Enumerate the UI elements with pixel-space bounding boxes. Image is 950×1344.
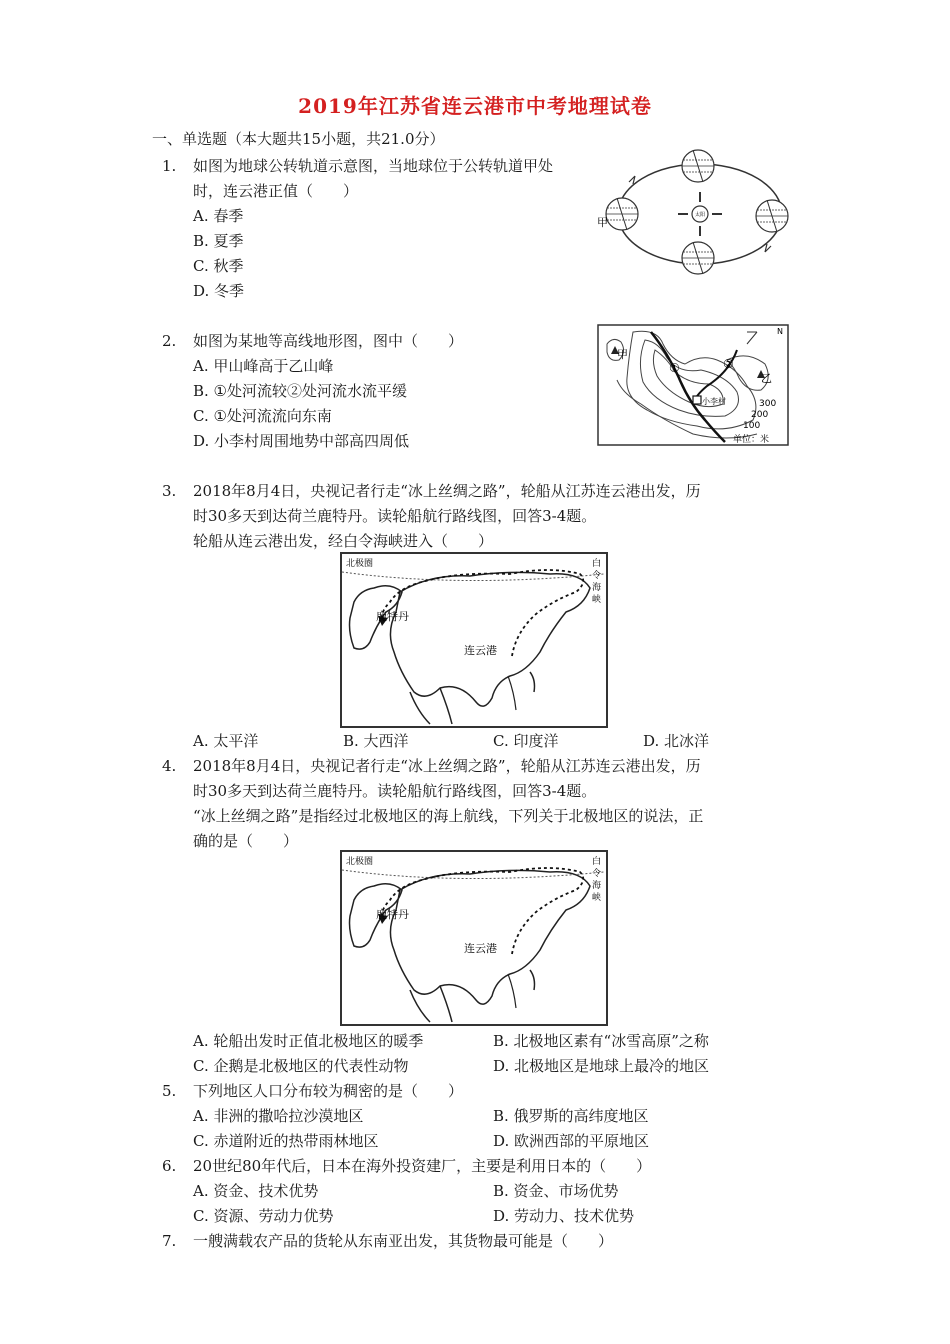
svg-text:峡: 峡 <box>592 893 602 903</box>
svg-text:300: 300 <box>759 399 777 409</box>
option-a[interactable]: A. 资金、技术优势 <box>193 1182 319 1200</box>
option-a[interactable]: A. 太平洋 <box>193 732 259 750</box>
option-b[interactable]: B. 大西洋 <box>343 732 409 750</box>
question-stem: 2018年8月4日，央视记者行走“冰上丝绸之路”，轮船从江苏连云港出发，历 <box>193 482 701 500</box>
contour-map-figure <box>597 324 789 446</box>
option-d[interactable]: D. 冬季 <box>193 282 245 300</box>
svg-text:鹿特丹: 鹿特丹 <box>376 610 409 623</box>
earth-icon <box>606 198 638 230</box>
option-a[interactable]: A. 甲山峰高于乙山峰 <box>193 357 334 375</box>
option-d[interactable]: D. 劳动力、技术优势 <box>493 1207 635 1225</box>
svg-text:单位：米: 单位：米 <box>733 435 770 445</box>
svg-text:200: 200 <box>751 410 769 420</box>
question-number: 4. <box>162 757 177 775</box>
page-title: 2019年江苏省连云港市中考地理试卷 <box>298 94 652 118</box>
question-number: 3. <box>162 482 177 500</box>
svg-text:乙: 乙 <box>761 372 772 385</box>
option-d[interactable]: D. 小李村周围地势中部高四周低 <box>193 432 410 450</box>
option-b[interactable]: B. 资金、市场优势 <box>493 1182 619 1200</box>
question-stem: 下列地区人口分布较为稠密的是（ ） <box>193 1082 464 1100</box>
sun-icon <box>678 192 722 236</box>
section-heading: 一、单选题（本大题共15小题，共21.0分） <box>152 130 445 148</box>
option-d[interactable]: D. 北冰洋 <box>643 732 710 750</box>
svg-text:北极圈: 北极圈 <box>346 857 374 867</box>
svg-text:连云港: 连云港 <box>464 644 497 657</box>
question-stem: 时30多天到达荷兰鹿特丹。读轮船航行路线图，回答3-4题。 <box>193 507 597 525</box>
question-stem: 轮船从连云港出发，经白令海峡进入（ ） <box>193 532 494 550</box>
question-stem: 如图为某地等高线地形图，图中（ ） <box>193 332 464 350</box>
earth-icon <box>682 242 714 274</box>
svg-text:①: ① <box>669 361 680 375</box>
option-a[interactable]: A. 轮船出发时正值北极地区的暖季 <box>193 1032 424 1050</box>
svg-text:小李村: 小李村 <box>702 397 726 406</box>
svg-text:鹿特丹: 鹿特丹 <box>376 908 409 921</box>
question-stem: 确的是（ ） <box>193 832 299 850</box>
option-c[interactable]: C. 秋季 <box>193 257 244 275</box>
svg-text:白: 白 <box>592 559 602 569</box>
question-stem: 如图为地球公转轨道示意图，当地球位于公转轨道甲处 <box>193 157 554 175</box>
question-number: 6. <box>162 1157 177 1175</box>
question-number: 7. <box>162 1232 177 1250</box>
option-a[interactable]: A. 非洲的撒哈拉沙漠地区 <box>193 1107 364 1125</box>
option-c[interactable]: C. 企鹅是北极地区的代表性动物 <box>193 1057 409 1075</box>
svg-text:②: ② <box>723 357 734 371</box>
svg-text:北极圈: 北极圈 <box>346 559 374 569</box>
option-c[interactable]: C. 资源、劳动力优势 <box>193 1207 334 1225</box>
option-b[interactable]: B. 俄罗斯的高纬度地区 <box>493 1107 649 1125</box>
option-a[interactable]: A. 春季 <box>193 207 244 225</box>
svg-text:太阳: 太阳 <box>694 212 706 218</box>
svg-text:连云港: 连云港 <box>464 942 497 955</box>
svg-text:100: 100 <box>743 421 761 431</box>
svg-text:甲: 甲 <box>617 348 628 361</box>
option-d[interactable]: D. 欧洲西部的平原地区 <box>493 1132 650 1150</box>
svg-text:令: 令 <box>592 869 602 879</box>
route-map-figure <box>340 850 608 1026</box>
svg-text:N: N <box>777 327 783 336</box>
option-d[interactable]: D. 北极地区是地球上最冷的地区 <box>493 1057 710 1075</box>
option-c[interactable]: C. 印度洋 <box>493 732 559 750</box>
svg-text:令: 令 <box>592 571 602 581</box>
question-stem: 2018年8月4日，央视记者行走“冰上丝绸之路”，轮船从江苏连云港出发，历 <box>193 757 701 775</box>
svg-text:白: 白 <box>592 857 602 867</box>
svg-text:海: 海 <box>592 583 602 593</box>
question-stem: 时30多天到达荷兰鹿特丹。读轮船航行路线图，回答3-4题。 <box>193 782 597 800</box>
question-stem: “冰上丝绸之路”是指经过北极地区的海上航线，下列关于北极地区的说法，正 <box>193 807 704 825</box>
svg-text:海: 海 <box>592 881 602 891</box>
route-map-figure <box>340 552 608 728</box>
option-b[interactable]: B. ①处河流较②处河流水流平缓 <box>193 382 408 400</box>
option-b[interactable]: B. 北极地区素有“冰雪高原”之称 <box>493 1032 709 1050</box>
option-b[interactable]: B. 夏季 <box>193 232 244 250</box>
question-stem: 20世纪80年代后，日本在海外投资建厂，主要是利用日本的（ ） <box>193 1157 652 1175</box>
question-number: 2. <box>162 332 177 350</box>
question-stem: 一艘满载农产品的货轮从东南亚出发，其货物最可能是（ ） <box>193 1232 614 1250</box>
earth-icon <box>682 150 714 182</box>
question-stem: 时，连云港正值（ ） <box>193 182 359 200</box>
question-number: 5. <box>162 1082 177 1100</box>
earth-icon <box>756 200 788 232</box>
option-c[interactable]: C. ①处河流流向东南 <box>193 407 332 425</box>
svg-text:峡: 峡 <box>592 595 602 605</box>
option-c[interactable]: C. 赤道附近的热带雨林地区 <box>193 1132 379 1150</box>
question-number: 1. <box>162 157 177 175</box>
orbit-figure <box>595 148 795 278</box>
svg-text:甲: 甲 <box>597 216 608 229</box>
